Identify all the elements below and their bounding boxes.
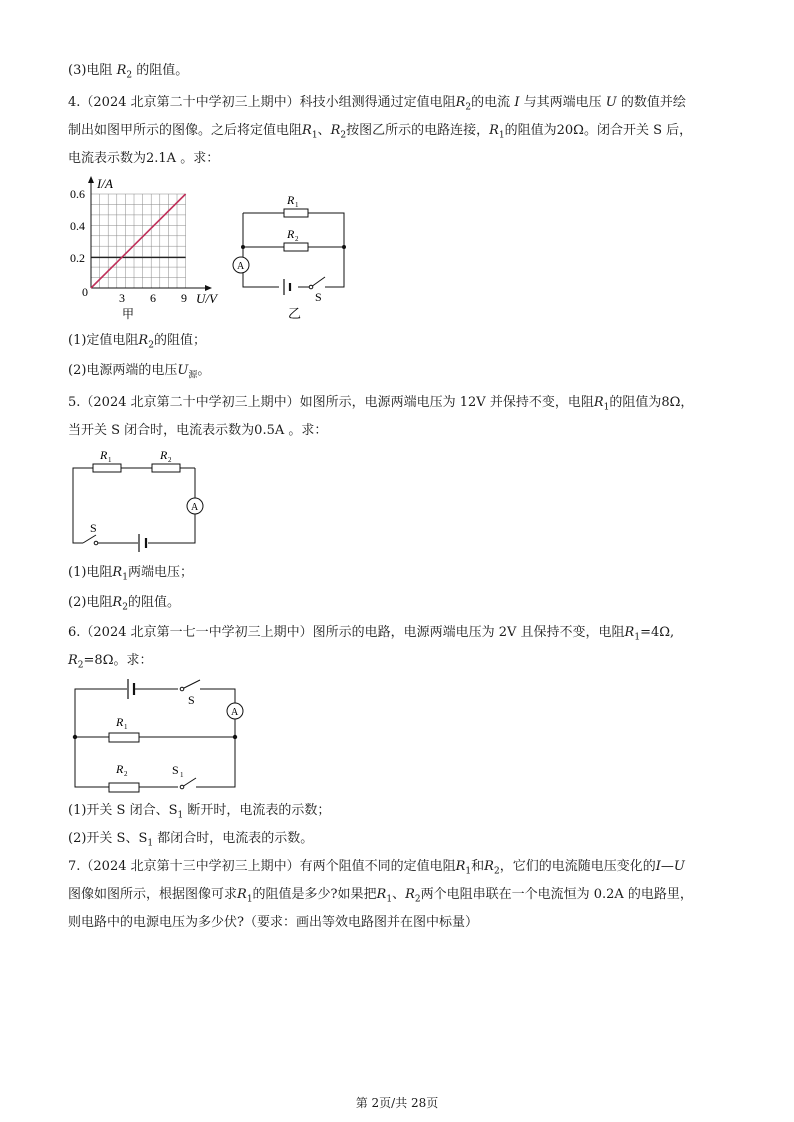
resistor-r1 bbox=[109, 733, 139, 742]
q7-line2: 图像如图所示，根据图像可求$R_1$的阻值是多少?如果把$R_1$、$R_2$两个电阻串联在一个电流恒为 0.2A 的电路里， bbox=[68, 887, 693, 905]
resistor-r1 bbox=[93, 464, 121, 472]
svg-text:R: R bbox=[160, 448, 168, 462]
data-line-r2 bbox=[91, 194, 186, 288]
q4-line3: 电流表示数为2.1A 。求： bbox=[68, 151, 220, 166]
q6-part1: (1)开关 S 闭合、$S_1$ 断开时，电流表的示数； bbox=[68, 803, 331, 821]
svg-text:2: 2 bbox=[124, 770, 128, 778]
resistor-r2 bbox=[284, 243, 308, 251]
q6-part2: (2)开关 S、$S_1$ 都闭合时，电流表的示数。 bbox=[68, 831, 314, 849]
q6-line2: $R_2=8\Omega$。求： bbox=[68, 653, 153, 671]
origin-label: 0 bbox=[82, 285, 88, 299]
svg-text:S: S bbox=[172, 763, 179, 777]
svg-text:A: A bbox=[191, 502, 199, 513]
resistor-r2 bbox=[152, 464, 180, 472]
svg-text:2: 2 bbox=[295, 235, 299, 243]
svg-text:R: R bbox=[116, 715, 124, 729]
x-tick-label: 3 bbox=[119, 291, 125, 305]
svg-text:A: A bbox=[237, 261, 245, 272]
page-footer: 第 2页/共 28页 bbox=[355, 1096, 439, 1110]
circuit-q5 bbox=[68, 446, 218, 546]
svg-text:1: 1 bbox=[180, 771, 184, 779]
circuit-q6 bbox=[68, 676, 258, 791]
q7-line1: 7.（2024 北京第十三中学初三上期中）有两个阻值不同的定值电阻$R_1$和$R_2$，它们的电流随电压变化的I—U bbox=[68, 859, 685, 877]
y-axis-label: I/A bbox=[97, 176, 113, 191]
q4-part1: (1)定值电阻$R_2$的阻值； bbox=[68, 333, 206, 351]
y-tick-label: 0.6 bbox=[70, 187, 85, 201]
x-axis-label: U/V bbox=[196, 291, 217, 306]
q4-line1: 4.（2024 北京第二十中学初三上期中）科技小组测得通过定值电阻$R_2$的电流 I 与其两端电压 U 的数值并绘 bbox=[68, 95, 686, 113]
circuit-yi bbox=[232, 190, 352, 325]
q5-line2: 当开关 S 闭合时，电流表示数为0.5A 。求： bbox=[68, 423, 328, 438]
svg-text:S: S bbox=[188, 693, 195, 707]
svg-text:R: R bbox=[287, 227, 295, 241]
svg-text:R: R bbox=[100, 448, 108, 462]
svg-text:S: S bbox=[90, 521, 97, 535]
svg-text:2: 2 bbox=[168, 456, 172, 464]
svg-text:乙: 乙 bbox=[288, 306, 302, 321]
svg-text:1: 1 bbox=[108, 456, 112, 464]
q6-line1: 6.（2024 北京第一七一中学初三上期中）图所示的电路，电源两端电压为 2V 且保持不变，电阻$R_1=4\Omega$, bbox=[68, 625, 675, 643]
resistor-r2 bbox=[109, 783, 139, 792]
y-tick-label: 0.2 bbox=[70, 251, 85, 265]
svg-text:R: R bbox=[287, 193, 295, 207]
q4-part2: (2)电源两端的电压$U_源$。 bbox=[68, 363, 211, 381]
q5-line1: 5.（2024 北京第二十中学初三上期中）如图所示，电源两端电压为 12V 并保持不变，电阻$R_1$的阻值为8Ω， bbox=[68, 395, 694, 413]
svg-text:R: R bbox=[116, 762, 124, 776]
iu-graph bbox=[68, 172, 228, 322]
svg-text:1: 1 bbox=[295, 201, 299, 209]
svg-text:S: S bbox=[315, 290, 322, 304]
svg-text:1: 1 bbox=[124, 723, 128, 731]
figure-label-jia: 甲 bbox=[122, 307, 135, 321]
q7-line3: 则电路中的电源电压为多少伏?（要求：画出等效电路图并在图中标量） bbox=[68, 915, 478, 930]
q5-part1: (1)电阻$R_1$两端电压； bbox=[68, 565, 193, 583]
q3-part3: (3)电阻 $R_2$ 的阻值。 bbox=[68, 63, 189, 81]
q5-part2: (2)电阻$R_2$的阻值。 bbox=[68, 595, 180, 613]
x-tick-label: 9 bbox=[181, 291, 187, 305]
q4-line2: 制出如图甲所示的图像。之后将定值电阻$R_1$、$R_2$按图乙所示的电路连接，$R_1$的阻值为20Ω。闭合开关 S 后， bbox=[68, 123, 693, 141]
resistor-r1 bbox=[284, 209, 308, 217]
y-tick-label: 0.4 bbox=[70, 219, 85, 233]
svg-text:A: A bbox=[231, 707, 239, 718]
x-tick-label: 6 bbox=[150, 291, 156, 305]
